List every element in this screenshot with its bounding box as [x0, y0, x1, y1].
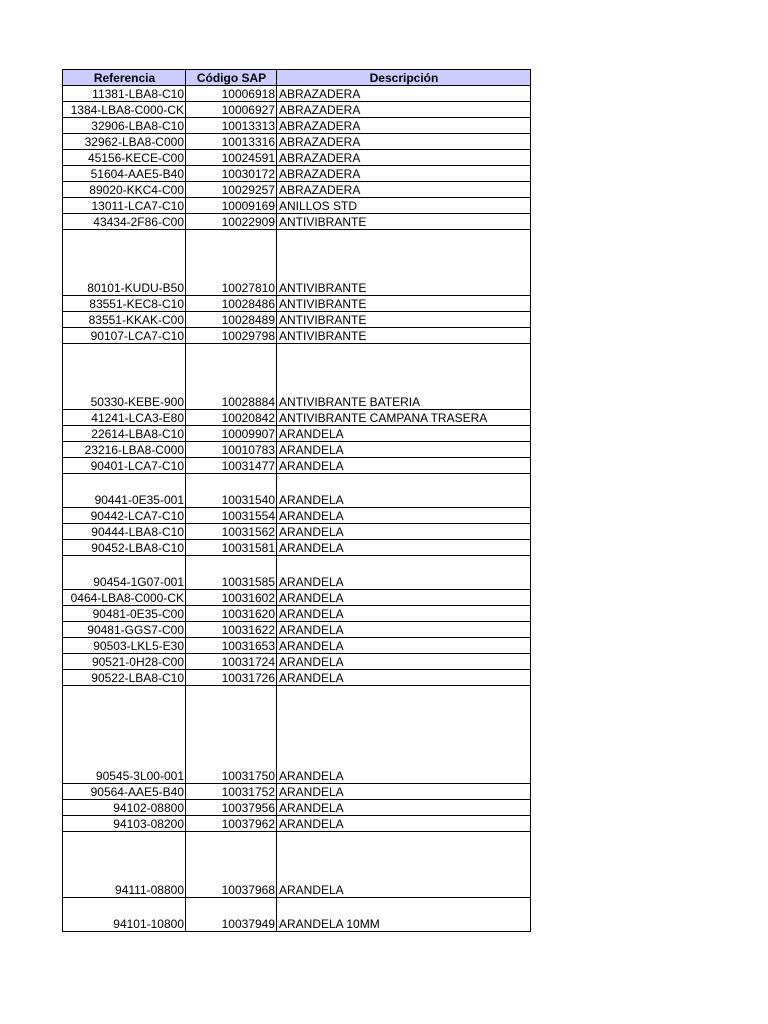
referencia-text: 94101-10800	[113, 917, 184, 931]
table-row	[63, 686, 531, 784]
cell-referencia	[63, 654, 186, 670]
header-row	[63, 70, 531, 86]
cell-codigo-sap: 10006918	[186, 86, 277, 102]
table-row	[63, 344, 531, 410]
table-row	[63, 410, 531, 426]
referencia-text: 80101-KUDU-B50	[87, 281, 184, 295]
cell-descripcion: ABRAZADERA	[277, 134, 531, 150]
cell-codigo-sap: 10037949	[186, 898, 277, 932]
cell-referencia	[63, 686, 186, 784]
cell-referencia	[63, 784, 186, 800]
cell-codigo-sap: 10031653	[186, 638, 277, 654]
table-row	[63, 670, 531, 686]
cell-codigo-sap: 10031602	[186, 590, 277, 606]
table-row	[63, 556, 531, 590]
table-row	[63, 474, 531, 508]
table-row	[63, 86, 531, 102]
header-codigo-sap: Código SAP	[186, 70, 277, 86]
cell-referencia	[63, 442, 186, 458]
table-row	[63, 182, 531, 198]
cell-referencia	[63, 540, 186, 556]
cell-codigo-sap: 10024591	[186, 150, 277, 166]
referencia-text: 89020-KKC4-C00	[89, 183, 184, 197]
cell-codigo-sap: 10013313	[186, 118, 277, 134]
cell-descripcion: ARANDELA	[277, 784, 531, 800]
table-row	[63, 898, 531, 932]
cell-descripcion: ARANDELA	[277, 670, 531, 686]
cell-descripcion: ARANDELA 10MM	[277, 898, 531, 932]
referencia-text: 94111-08800	[115, 883, 184, 897]
table-row	[63, 590, 531, 606]
referencia-text: 90522-LBA8-C10	[91, 671, 184, 685]
referencia-text: 45156-KECE-C00	[87, 151, 184, 165]
table-row	[63, 606, 531, 622]
table-row	[63, 118, 531, 134]
cell-referencia	[63, 198, 186, 214]
cell-descripcion: ANTIVIBRANTE	[277, 328, 531, 344]
cell-referencia	[63, 182, 186, 198]
parts-table	[62, 69, 531, 932]
cell-descripcion: ARANDELA	[277, 686, 531, 784]
cell-codigo-sap: 10031726	[186, 670, 277, 686]
referencia-text: 90481-0E35-C00	[92, 607, 184, 621]
cell-descripcion: ANTIVIBRANTE CAMPANA TRASERA	[277, 410, 531, 426]
cell-codigo-sap: 10028489	[186, 312, 277, 328]
cell-referencia	[63, 622, 186, 638]
referencia-text: 90454-1G07-001	[93, 575, 184, 589]
referencia-text: 83551-KKAK-C00	[88, 313, 184, 327]
table-row	[63, 816, 531, 832]
cell-descripcion: ARANDELA	[277, 654, 531, 670]
cell-descripcion: ANTIVIBRANTE BATERIA	[277, 344, 531, 410]
cell-codigo-sap: 10031477	[186, 458, 277, 474]
cell-descripcion: ARANDELA	[277, 426, 531, 442]
cell-descripcion: ARANDELA	[277, 556, 531, 590]
cell-codigo-sap: 10013316	[186, 134, 277, 150]
cell-codigo-sap: 10028486	[186, 296, 277, 312]
cell-referencia	[63, 426, 186, 442]
referencia-text: 41241-LCA3-E80	[91, 411, 184, 425]
table-row	[63, 654, 531, 670]
referencia-text: 50330-KEBE-900	[90, 395, 184, 409]
cell-codigo-sap: 10009907	[186, 426, 277, 442]
referencia-text: 43434-2F86-C00	[93, 215, 184, 229]
cell-codigo-sap: 10037962	[186, 816, 277, 832]
table-row	[63, 458, 531, 474]
cell-referencia	[63, 606, 186, 622]
cell-descripcion: ANTIVIBRANTE	[277, 230, 531, 296]
referencia-text: 94103-08200	[113, 817, 184, 831]
cell-descripcion: ARANDELA	[277, 524, 531, 540]
table-row	[63, 328, 531, 344]
referencia-text: 90401-LCA7-C10	[90, 459, 184, 473]
cell-codigo-sap: 10031724	[186, 654, 277, 670]
referencia-text: 11381-LBA8-C10	[92, 87, 184, 101]
cell-descripcion: ABRAZADERA	[277, 102, 531, 118]
table-row	[63, 622, 531, 638]
cell-referencia	[63, 150, 186, 166]
cell-descripcion: ARANDELA	[277, 622, 531, 638]
cell-codigo-sap: 10037956	[186, 800, 277, 816]
referencia-text: 90564-AAE5-B40	[90, 785, 184, 799]
referencia-text: 90107-LCA7-C10	[90, 329, 184, 343]
referencia-text: 51604-AAE5-B40	[90, 167, 184, 181]
cell-codigo-sap: 10006927	[186, 102, 277, 118]
cell-referencia	[63, 816, 186, 832]
cell-descripcion: ABRAZADERA	[277, 182, 531, 198]
referencia-text: 90441-0E35-001	[94, 493, 184, 507]
cell-referencia	[63, 800, 186, 816]
referencia-text: 13011-LCA7-C10	[91, 199, 184, 213]
table-row	[63, 296, 531, 312]
header-referencia: Referencia	[63, 70, 186, 86]
cell-referencia	[63, 638, 186, 654]
table-row	[63, 832, 531, 898]
cell-codigo-sap: 10022909	[186, 214, 277, 230]
cell-referencia	[63, 508, 186, 524]
cell-descripcion: ARANDELA	[277, 638, 531, 654]
cell-codigo-sap: 10027810	[186, 230, 277, 296]
cell-codigo-sap: 10031620	[186, 606, 277, 622]
cell-descripcion: ANTIVIBRANTE	[277, 296, 531, 312]
referencia-text: 22614-LBA8-C10	[91, 427, 184, 441]
cell-referencia	[63, 328, 186, 344]
cell-descripcion: ABRAZADERA	[277, 118, 531, 134]
cell-referencia	[63, 312, 186, 328]
referencia-text: 32906-LBA8-C10	[91, 119, 184, 133]
cell-descripcion: ARANDELA	[277, 458, 531, 474]
table-row	[63, 426, 531, 442]
referencia-text: 32962-LBA8-C000	[84, 135, 184, 149]
cell-codigo-sap: 10031540	[186, 474, 277, 508]
cell-codigo-sap: 10020842	[186, 410, 277, 426]
cell-descripcion: ARANDELA	[277, 816, 531, 832]
table-row	[63, 150, 531, 166]
cell-referencia	[63, 118, 186, 134]
cell-referencia	[63, 86, 186, 102]
cell-codigo-sap: 10031750	[186, 686, 277, 784]
cell-codigo-sap: 10029798	[186, 328, 277, 344]
referencia-text: 90442-LCA7-C10	[90, 509, 184, 523]
table-row	[63, 134, 531, 150]
cell-codigo-sap: 10031585	[186, 556, 277, 590]
cell-referencia	[63, 296, 186, 312]
cell-codigo-sap: 10031752	[186, 784, 277, 800]
table-row	[63, 198, 531, 214]
table-row	[63, 508, 531, 524]
table-row	[63, 638, 531, 654]
table-row	[63, 784, 531, 800]
cell-referencia	[63, 344, 186, 410]
cell-referencia	[63, 590, 186, 606]
table-row	[63, 540, 531, 556]
cell-descripcion: ANTIVIBRANTE	[277, 214, 531, 230]
cell-referencia	[63, 166, 186, 182]
cell-referencia	[63, 134, 186, 150]
referencia-text: 1384-LBA8-C000-CK	[70, 103, 184, 117]
cell-descripcion: ARANDELA	[277, 508, 531, 524]
referencia-text: 90545-3L00-001	[95, 769, 184, 783]
cell-referencia	[63, 524, 186, 540]
cell-descripcion: ABRAZADERA	[277, 150, 531, 166]
cell-referencia	[63, 898, 186, 932]
cell-descripcion: ABRAZADERA	[277, 166, 531, 182]
cell-codigo-sap: 10028884	[186, 344, 277, 410]
cell-referencia	[63, 474, 186, 508]
table-row	[63, 524, 531, 540]
referencia-text: 23216-LBA8-C000	[84, 443, 184, 457]
cell-referencia	[63, 410, 186, 426]
cell-descripcion: ARANDELA	[277, 832, 531, 898]
table-row	[63, 230, 531, 296]
referencia-text: 90521-0H28-C00	[91, 655, 184, 669]
cell-referencia	[63, 670, 186, 686]
cell-codigo-sap: 10031562	[186, 524, 277, 540]
cell-referencia	[63, 230, 186, 296]
cell-descripcion: ARANDELA	[277, 474, 531, 508]
referencia-text: 83551-KEC8-C10	[89, 297, 184, 311]
cell-codigo-sap: 10030172	[186, 166, 277, 182]
cell-codigo-sap: 10010783	[186, 442, 277, 458]
cell-descripcion: ANILLOS STD	[277, 198, 531, 214]
table-row	[63, 166, 531, 182]
referencia-text: 90444-LBA8-C10	[91, 525, 184, 539]
referencia-text: 90452-LBA8-C10	[91, 541, 184, 555]
cell-codigo-sap: 10031554	[186, 508, 277, 524]
cell-referencia	[63, 214, 186, 230]
cell-descripcion: ABRAZADERA	[277, 86, 531, 102]
referencia-text: 90481-GGS7-C00	[87, 623, 184, 637]
table-row	[63, 442, 531, 458]
cell-codigo-sap: 10031581	[186, 540, 277, 556]
cell-referencia	[63, 832, 186, 898]
cell-descripcion: ARANDELA	[277, 800, 531, 816]
referencia-text: 0464-LBA8-C000-CK	[70, 591, 184, 605]
table-row	[63, 312, 531, 328]
referencia-text: 94102-08800	[113, 801, 184, 815]
table-body	[63, 86, 531, 932]
cell-descripcion: ARANDELA	[277, 540, 531, 556]
table-row	[63, 214, 531, 230]
cell-descripcion: ARANDELA	[277, 442, 531, 458]
cell-codigo-sap: 10029257	[186, 182, 277, 198]
cell-referencia	[63, 458, 186, 474]
table-row	[63, 800, 531, 816]
referencia-text: 90503-LKL5-E30	[93, 639, 184, 653]
cell-descripcion: ARANDELA	[277, 606, 531, 622]
cell-codigo-sap: 10037968	[186, 832, 277, 898]
header-descripcion: Descripción	[277, 70, 531, 86]
table-row	[63, 102, 531, 118]
cell-referencia	[63, 102, 186, 118]
cell-codigo-sap: 10009169	[186, 198, 277, 214]
cell-referencia	[63, 556, 186, 590]
cell-codigo-sap: 10031622	[186, 622, 277, 638]
cell-descripcion: ANTIVIBRANTE	[277, 312, 531, 328]
cell-descripcion: ARANDELA	[277, 590, 531, 606]
